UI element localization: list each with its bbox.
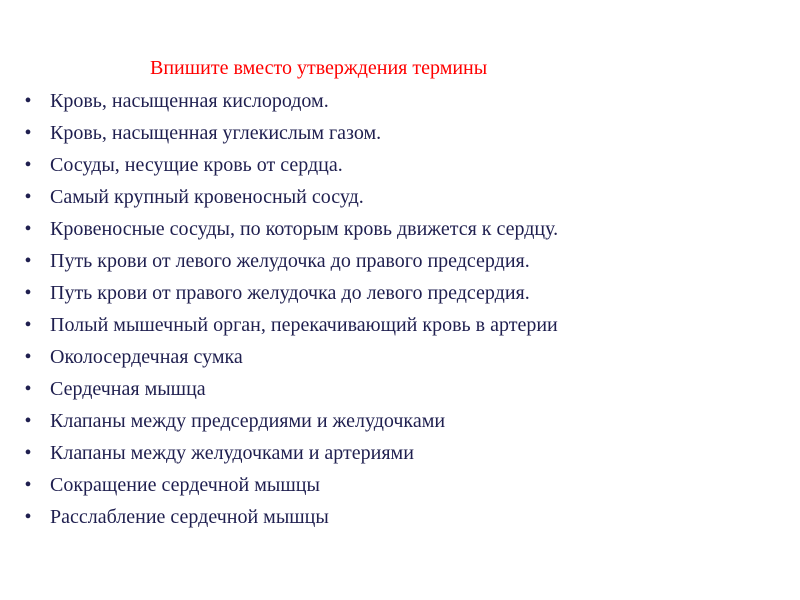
list-item (16, 469, 796, 501)
bullet-icon: • (24, 442, 32, 464)
list-item (16, 501, 796, 533)
list-item-text: Полый мышечный орган, перекачивающий кровь в артерии (50, 314, 558, 336)
bullet-icon: • (24, 282, 32, 304)
bullet-icon: • (24, 90, 32, 112)
list-item (16, 245, 796, 277)
list-item-text: Клапаны между желудочками и артериями (50, 442, 414, 464)
list-item-text: Путь крови от левого желудочка до правого предсердия. (50, 250, 530, 272)
list-item-text: Околосердечная сумка (50, 346, 243, 368)
list-item-text: Кровеносные сосуды, по которым кровь движется к сердцу. (50, 218, 559, 240)
bullet-icon: • (24, 122, 32, 144)
bullet-icon: • (24, 250, 32, 272)
list-item-text: Сокращение сердечной мышцы (50, 474, 320, 496)
list-item-text: Кровь, насыщенная кислородом. (50, 90, 329, 112)
bullet-icon: • (24, 506, 32, 528)
list-item-text: Расслабление сердечной мышцы (50, 506, 329, 528)
bullet-icon: • (24, 218, 32, 240)
list-item (16, 341, 796, 373)
list-item (16, 277, 796, 309)
list-item (16, 117, 796, 149)
list-item (16, 437, 796, 469)
slide-title: Впишите вместо утверждения термины (150, 57, 488, 79)
bullet-icon: • (24, 346, 32, 368)
list-item-text: Путь крови от правого желудочка до левого предсердия. (50, 282, 530, 304)
list-item (16, 373, 796, 405)
bullet-icon: • (24, 474, 32, 496)
list-item (16, 213, 796, 245)
list-item-text: Клапаны между предсердиями и желудочками (50, 410, 446, 432)
bullet-icon: • (24, 154, 32, 176)
bullet-icon: • (24, 378, 32, 400)
bullet-icon: • (24, 410, 32, 432)
list-item (16, 309, 796, 341)
bullet-icon: • (24, 186, 32, 208)
list-item-text: Кровь, насыщенная углекислым газом. (50, 122, 382, 144)
bullet-icon: • (24, 314, 32, 336)
list-item (16, 85, 796, 117)
term-list (16, 85, 796, 533)
list-item-text: Сосуды, несущие кровь от сердца. (50, 154, 343, 176)
list-item (16, 405, 796, 437)
list-item-text: Самый крупный кровеносный сосуд. (50, 186, 364, 208)
list-item-text: Сердечная мышца (50, 378, 206, 400)
list-item (16, 149, 796, 181)
list-item (16, 181, 796, 213)
